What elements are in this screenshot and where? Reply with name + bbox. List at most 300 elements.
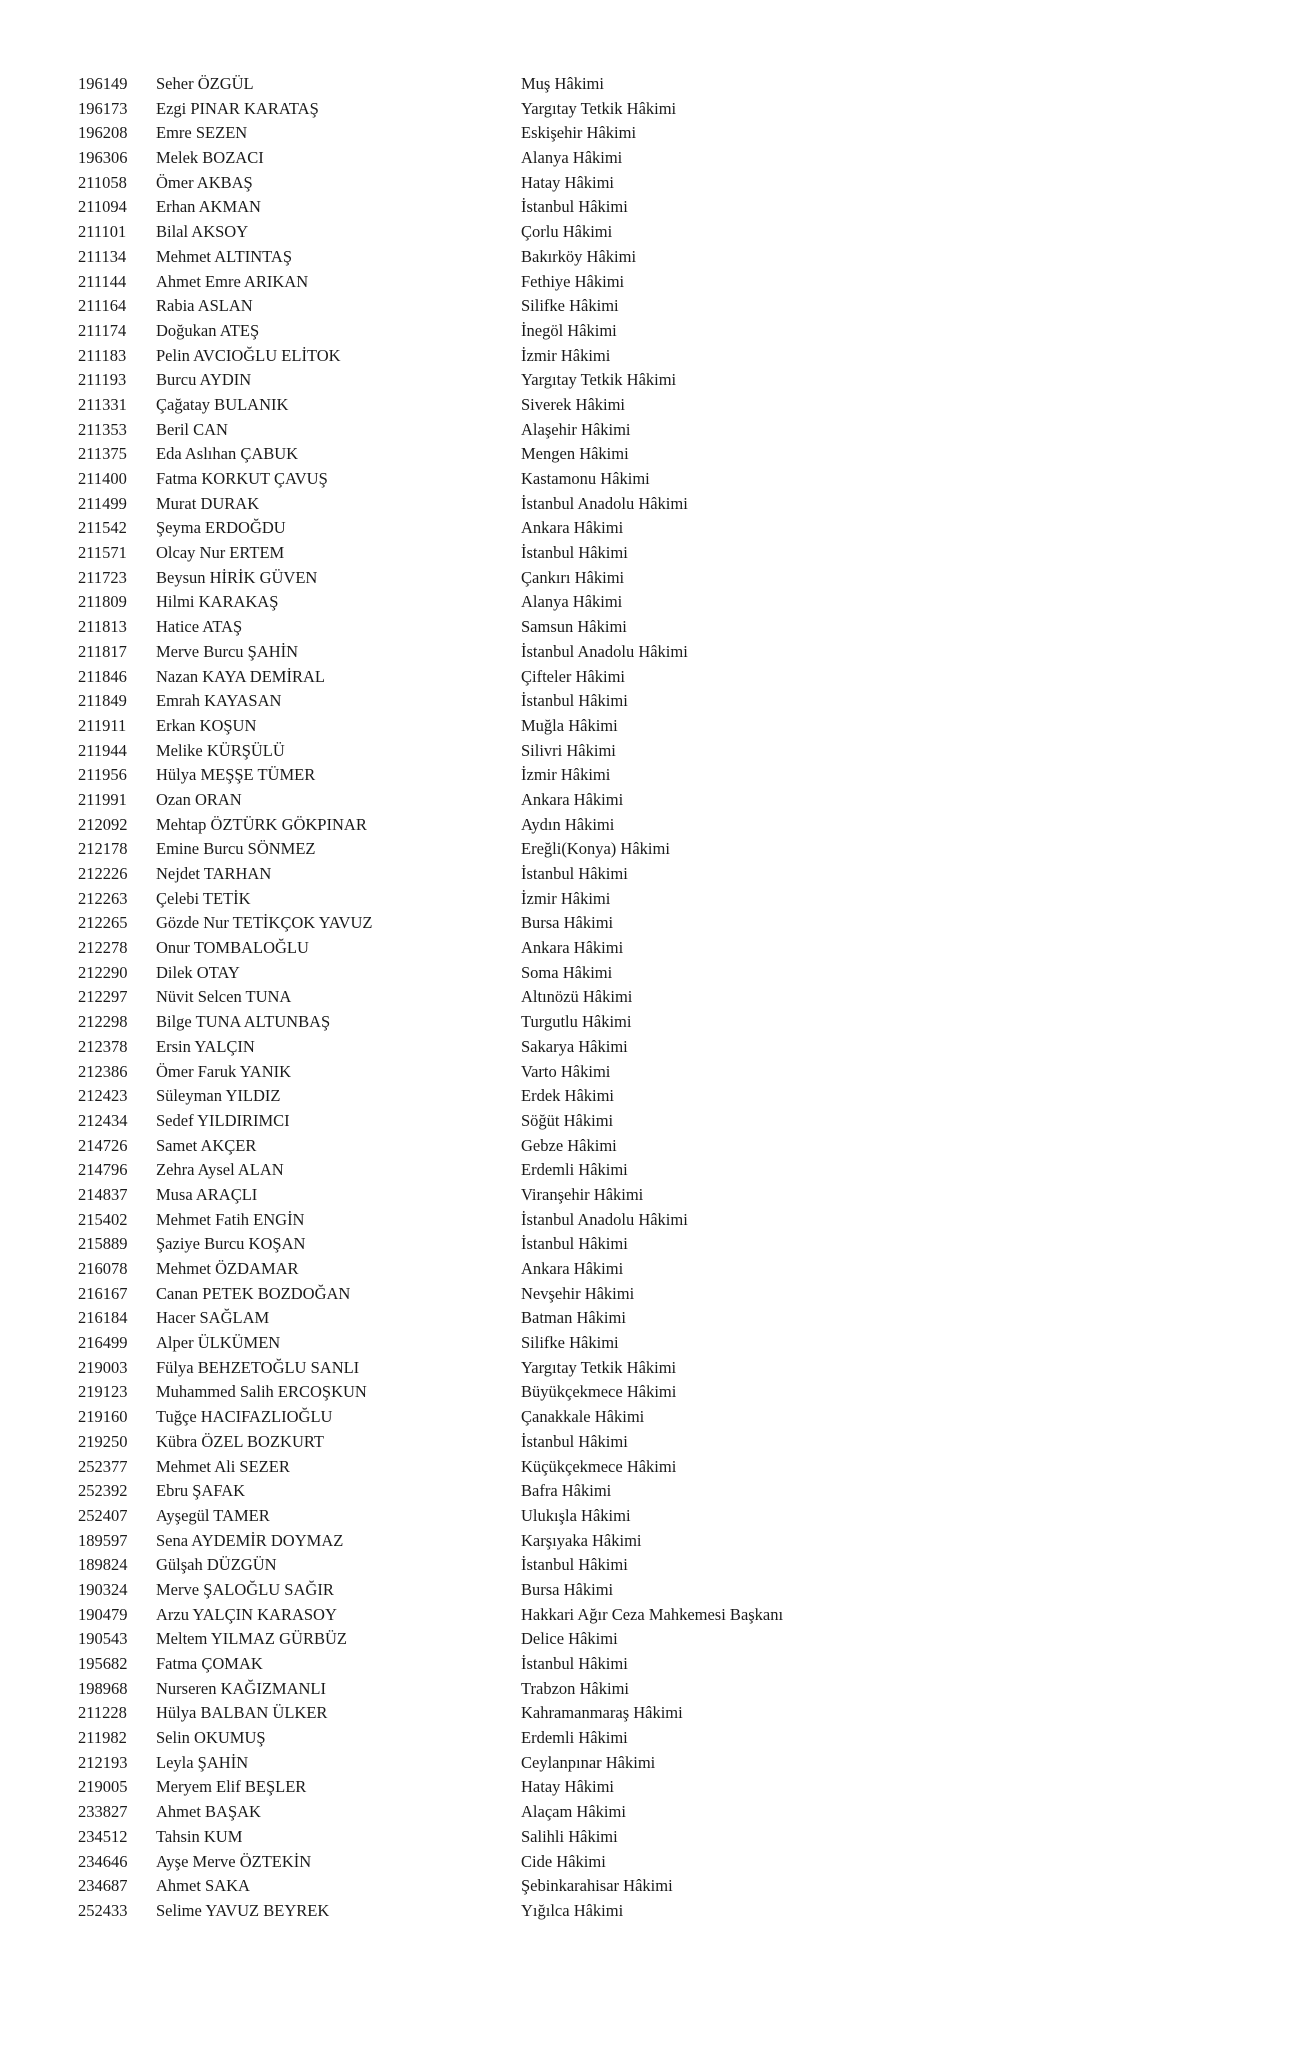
- person-name: Emrah KAYASAN: [156, 691, 282, 711]
- registry-number: 211375: [78, 444, 127, 464]
- list-item: [78, 541, 783, 566]
- person-name: Ömer Faruk YANIK: [156, 1061, 292, 1081]
- list-item: [78, 590, 783, 615]
- assignment-post: Küçükçekmece Hâkimi: [521, 1456, 677, 1476]
- assignment-post: Silifke Hâkimi: [521, 296, 619, 316]
- person-name: Meltem YILMAZ GÜRBÜZ: [156, 1629, 347, 1649]
- list-item: [78, 1504, 783, 1529]
- person-name: Fatma ÇOMAK: [156, 1654, 263, 1673]
- registry-number: 211956: [78, 765, 127, 785]
- list-item: [78, 195, 783, 220]
- list-item: [78, 1627, 783, 1652]
- registry-number: 211817: [78, 641, 127, 661]
- list-item: [78, 146, 783, 171]
- person-name: Sena AYDEMİR DOYMAZ: [156, 1530, 344, 1550]
- assignment-post: Hakkari Ağır Ceza Mahkemesi Başkanı: [521, 1604, 784, 1624]
- list-item: [78, 368, 783, 393]
- person-name: Mehmet ALTINTAŞ: [156, 246, 293, 266]
- person-name: Muhammed Salih ERCOŞKUN: [156, 1382, 367, 1402]
- registry-number: 211723: [78, 567, 127, 587]
- person-name: Fatma KORKUT ÇAVUŞ: [156, 469, 328, 488]
- assignment-post: Varto Hâkimi: [521, 1061, 611, 1081]
- assignment-post: Batman Hâkimi: [521, 1308, 626, 1328]
- person-name: Tahsin KUM: [156, 1826, 243, 1846]
- list-item: [78, 837, 783, 862]
- list-item: [78, 1874, 783, 1899]
- registry-number: 212278: [78, 938, 128, 958]
- list-item: [78, 1109, 783, 1134]
- assignment-post: Bakırköy Hâkimi: [521, 246, 637, 266]
- person-name: Nazan KAYA DEMİRAL: [156, 666, 325, 686]
- person-name: Ersin YALÇIN: [156, 1036, 255, 1056]
- registry-number: 212226: [78, 864, 128, 883]
- person-name: Nurseren KAĞIZMANLI: [156, 1678, 326, 1698]
- person-name: Ayşe Merve ÖZTEKİN: [156, 1851, 312, 1871]
- registry-number: 252377: [78, 1456, 128, 1476]
- person-name: Canan PETEK BOZDOĞAN: [156, 1283, 351, 1303]
- assignment-post: İstanbul Hâkimi: [521, 864, 628, 883]
- registry-number: 211499: [78, 493, 127, 513]
- person-name: Hilmi KARAKAŞ: [156, 592, 279, 612]
- list-item: [78, 714, 783, 739]
- person-name: Arzu YALÇIN KARASOY: [156, 1604, 337, 1624]
- list-item: [78, 467, 783, 492]
- person-name: Seher ÖZGÜL: [156, 74, 254, 93]
- assignment-post: Cide Hâkimi: [521, 1851, 606, 1871]
- registry-number: 189597: [78, 1530, 128, 1550]
- registry-number: 211542: [78, 518, 127, 538]
- registry-number: 219160: [78, 1407, 128, 1427]
- assignment-post: Turgutlu Hâkimi: [521, 1012, 632, 1032]
- person-name: Bilal AKSOY: [156, 222, 249, 242]
- assignment-post: Salihli Hâkimi: [521, 1826, 618, 1846]
- person-name: Emre SEZEN: [156, 123, 248, 143]
- registry-number: 212434: [78, 1110, 128, 1130]
- appointment-list: [78, 72, 783, 1924]
- list-item: [78, 245, 783, 270]
- registry-number: 190324: [78, 1579, 128, 1599]
- list-item: [78, 936, 783, 961]
- registry-number: 252433: [78, 1900, 128, 1920]
- person-name: Musa ARAÇLI: [156, 1184, 258, 1204]
- person-name: Onur TOMBALOĞLU: [156, 938, 309, 958]
- registry-number: 190479: [78, 1604, 128, 1624]
- assignment-post: Yargıtay Tetkik Hâkimi: [521, 98, 677, 118]
- assignment-post: Alanya Hâkimi: [521, 148, 623, 168]
- assignment-post: İstanbul Anadolu Hâkimi: [521, 493, 688, 513]
- assignment-post: Çankırı Hâkimi: [521, 567, 625, 587]
- assignment-post: Yargıtay Tetkik Hâkimi: [521, 370, 677, 390]
- person-name: Ahmet Emre ARIKAN: [156, 271, 309, 291]
- list-item: [78, 1282, 783, 1307]
- list-item: [78, 1455, 783, 1480]
- person-name: Fülya BEHZETOĞLU SANLI: [156, 1357, 360, 1377]
- list-item: [78, 615, 783, 640]
- person-name: Alper ÜLKÜMEN: [156, 1333, 281, 1353]
- list-item: [78, 97, 783, 122]
- list-item: [78, 319, 783, 344]
- person-name: Samet AKÇER: [156, 1135, 257, 1155]
- assignment-post: Mengen Hâkimi: [521, 444, 629, 464]
- assignment-post: Aydın Hâkimi: [521, 814, 615, 834]
- assignment-post: İstanbul Hâkimi: [521, 1555, 628, 1575]
- list-item: [78, 1677, 783, 1702]
- person-name: Ebru ŞAFAK: [156, 1481, 246, 1501]
- person-name: Merve Burcu ŞAHİN: [156, 641, 299, 661]
- person-name: Hülya BALBAN ÜLKER: [156, 1703, 328, 1723]
- list-item: [78, 1331, 783, 1356]
- assignment-post: Ceylanpınar Hâkimi: [521, 1752, 656, 1772]
- registry-number: 212423: [78, 1086, 128, 1106]
- person-name: Ahmet BAŞAK: [156, 1802, 261, 1822]
- list-item: [78, 72, 783, 97]
- registry-number: 219003: [78, 1357, 128, 1377]
- registry-number: 216499: [78, 1333, 128, 1353]
- list-item: [78, 516, 783, 541]
- assignment-post: İstanbul Hâkimi: [521, 691, 628, 711]
- assignment-post: Çifteler Hâkimi: [521, 666, 626, 686]
- registry-number: 214726: [78, 1135, 128, 1155]
- person-name: Murat DURAK: [156, 493, 260, 513]
- assignment-post: Trabzon Hâkimi: [521, 1678, 630, 1698]
- person-name: Burcu AYDIN: [156, 370, 252, 390]
- registry-number: 211571: [78, 543, 127, 563]
- registry-number: 211134: [78, 246, 127, 266]
- assignment-post: Sakarya Hâkimi: [521, 1036, 628, 1056]
- list-item: [78, 1751, 783, 1776]
- assignment-post: Yargıtay Tetkik Hâkimi: [521, 1357, 677, 1377]
- registry-number: 211991: [78, 789, 127, 809]
- registry-number: 216167: [78, 1283, 128, 1303]
- registry-number: 212298: [78, 1012, 128, 1032]
- list-item: [78, 911, 783, 936]
- assignment-post: İstanbul Hâkimi: [521, 543, 628, 563]
- registry-number: 212290: [78, 962, 128, 982]
- list-item: [78, 1060, 783, 1085]
- registry-number: 211183: [78, 345, 127, 365]
- assignment-post: İstanbul Anadolu Hâkimi: [521, 1209, 688, 1229]
- person-name: Pelin AVCIOĞLU ELİTOK: [156, 345, 341, 365]
- assignment-post: Karşıyaka Hâkimi: [521, 1530, 642, 1550]
- person-name: Dilek OTAY: [156, 962, 240, 982]
- assignment-post: Çanakkale Hâkimi: [521, 1407, 645, 1427]
- list-item: [78, 1603, 783, 1628]
- list-item: [78, 1356, 783, 1381]
- person-name: Zehra Aysel ALAN: [156, 1160, 284, 1180]
- person-name: Leyla ŞAHİN: [156, 1752, 249, 1772]
- person-name: Doğukan ATEŞ: [156, 320, 260, 340]
- assignment-post: Muş Hâkimi: [521, 74, 604, 93]
- list-item: [78, 1257, 783, 1282]
- person-name: Rabia ASLAN: [156, 296, 253, 316]
- assignment-post: Alaşehir Hâkimi: [521, 419, 631, 439]
- registry-number: 219005: [78, 1777, 128, 1797]
- list-item: [78, 1775, 783, 1800]
- registry-number: 211164: [78, 296, 127, 316]
- assignment-post: Alaçam Hâkimi: [521, 1802, 626, 1822]
- list-item: [78, 1553, 783, 1578]
- registry-number: 189824: [78, 1555, 128, 1575]
- assignment-post: Söğüt Hâkimi: [521, 1110, 614, 1130]
- registry-number: 212193: [78, 1752, 128, 1772]
- list-item: [78, 1010, 783, 1035]
- assignment-post: Soma Hâkimi: [521, 962, 613, 982]
- assignment-post: İstanbul Anadolu Hâkimi: [521, 641, 688, 661]
- assignment-post: Kastamonu Hâkimi: [521, 469, 650, 488]
- registry-number: 198968: [78, 1678, 128, 1698]
- list-item: [78, 640, 783, 665]
- list-item: [78, 739, 783, 764]
- person-name: Ömer AKBAŞ: [156, 172, 253, 192]
- registry-number: 252407: [78, 1505, 128, 1525]
- assignment-post: Alanya Hâkimi: [521, 592, 623, 612]
- registry-number: 211846: [78, 666, 127, 686]
- assignment-post: İstanbul Hâkimi: [521, 197, 628, 217]
- person-name: Ayşegül TAMER: [156, 1505, 270, 1525]
- person-name: Melike KÜRŞÜLÜ: [156, 740, 285, 760]
- person-name: Erkan KOŞUN: [156, 715, 257, 735]
- person-name: Hacer SAĞLAM: [156, 1308, 270, 1328]
- registry-number: 215889: [78, 1234, 128, 1254]
- list-item: [78, 1084, 783, 1109]
- registry-number: 211944: [78, 740, 127, 760]
- assignment-post: Ankara Hâkimi: [521, 1259, 624, 1278]
- registry-number: 211094: [78, 197, 127, 217]
- assignment-post: Gebze Hâkimi: [521, 1135, 617, 1155]
- registry-number: 190543: [78, 1629, 128, 1649]
- list-item: [78, 1652, 783, 1677]
- assignment-post: Ankara Hâkimi: [521, 789, 624, 809]
- registry-number: 212092: [78, 814, 128, 834]
- registry-number: 214796: [78, 1160, 128, 1180]
- assignment-post: Kahramanmaraş Hâkimi: [521, 1703, 683, 1723]
- list-item: [78, 1430, 783, 1455]
- registry-number: 196149: [78, 74, 128, 93]
- registry-number: 211353: [78, 419, 127, 439]
- list-item: [78, 1035, 783, 1060]
- assignment-post: Altınözü Hâkimi: [521, 987, 633, 1007]
- registry-number: 212297: [78, 987, 128, 1007]
- assignment-post: Erdemli Hâkimi: [521, 1160, 628, 1180]
- registry-number: 196306: [78, 148, 128, 168]
- registry-number: 219250: [78, 1431, 128, 1451]
- assignment-post: Siverek Hâkimi: [521, 394, 626, 414]
- assignment-post: Eskişehir Hâkimi: [521, 123, 637, 143]
- list-item: [78, 1405, 783, 1430]
- assignment-post: Delice Hâkimi: [521, 1629, 618, 1649]
- assignment-post: Yığılca Hâkimi: [521, 1900, 624, 1920]
- assignment-post: Silivri Hâkimi: [521, 740, 616, 760]
- assignment-post: Samsun Hâkimi: [521, 617, 627, 637]
- registry-number: 211193: [78, 370, 127, 390]
- registry-number: 219123: [78, 1382, 128, 1402]
- person-name: Mehtap ÖZTÜRK GÖKPINAR: [156, 814, 367, 834]
- registry-number: 233827: [78, 1802, 128, 1822]
- registry-number: 211228: [78, 1703, 127, 1723]
- assignment-post: Çorlu Hâkimi: [521, 222, 613, 242]
- registry-number: 234646: [78, 1851, 128, 1871]
- list-item: [78, 171, 783, 196]
- person-name: Sedef YILDIRIMCI: [156, 1110, 290, 1130]
- person-name: Süleyman YILDIZ: [156, 1086, 281, 1106]
- person-name: Ezgi PINAR KARATAŞ: [156, 98, 319, 118]
- list-item: [78, 1208, 783, 1233]
- person-name: Eda Aslıhan ÇABUK: [156, 444, 299, 464]
- registry-number: 212265: [78, 913, 128, 933]
- assignment-post: Viranşehir Hâkimi: [521, 1184, 644, 1204]
- list-item: [78, 121, 783, 146]
- list-item: [78, 1529, 783, 1554]
- assignment-post: Fethiye Hâkimi: [521, 271, 625, 291]
- list-item: [78, 1701, 783, 1726]
- registry-number: 196173: [78, 98, 128, 118]
- registry-number: 216184: [78, 1308, 128, 1328]
- registry-number: 211400: [78, 469, 127, 488]
- registry-number: 211144: [78, 271, 127, 291]
- person-name: Selin OKUMUŞ: [156, 1728, 266, 1748]
- person-name: Bilge TUNA ALTUNBAŞ: [156, 1012, 331, 1032]
- person-name: Hülya MEŞŞE TÜMER: [156, 765, 316, 785]
- list-item: [78, 813, 783, 838]
- list-item: [78, 665, 783, 690]
- person-name: Beysun HİRİK GÜVEN: [156, 567, 318, 587]
- list-item: [78, 1183, 783, 1208]
- assignment-post: Bursa Hâkimi: [521, 1579, 614, 1599]
- assignment-post: İzmir Hâkimi: [521, 765, 611, 785]
- list-item: [78, 1479, 783, 1504]
- registry-number: 215402: [78, 1209, 128, 1229]
- registry-number: 211101: [78, 222, 127, 242]
- assignment-post: Büyükçekmece Hâkimi: [521, 1382, 677, 1402]
- person-name: Gülşah DÜZGÜN: [156, 1555, 277, 1575]
- person-name: Nüvit Selcen TUNA: [156, 987, 292, 1007]
- person-name: Çelebi TETİK: [156, 888, 251, 908]
- list-item: [78, 985, 783, 1010]
- list-item: [78, 344, 783, 369]
- registry-number: 252392: [78, 1481, 128, 1501]
- assignment-post: Erdek Hâkimi: [521, 1086, 615, 1106]
- person-name: Ozan ORAN: [156, 789, 242, 809]
- list-item: [78, 1134, 783, 1159]
- person-name: Ahmet SAKA: [156, 1876, 250, 1896]
- list-item: [78, 961, 783, 986]
- person-name: Mehmet Ali SEZER: [156, 1456, 290, 1476]
- person-name: Melek BOZACI: [156, 148, 264, 168]
- assignment-post: İstanbul Hâkimi: [521, 1234, 628, 1254]
- assignment-post: İzmir Hâkimi: [521, 345, 611, 365]
- assignment-post: Bursa Hâkimi: [521, 913, 614, 933]
- person-name: Şeyma ERDOĞDU: [156, 518, 286, 538]
- registry-number: 211813: [78, 617, 127, 637]
- list-item: [78, 689, 783, 714]
- assignment-post: İzmir Hâkimi: [521, 888, 611, 908]
- person-name: Selime YAVUZ BEYREK: [156, 1900, 330, 1920]
- assignment-post: Silifke Hâkimi: [521, 1333, 619, 1353]
- registry-number: 216078: [78, 1259, 128, 1278]
- person-name: Meryem Elif BEŞLER: [156, 1777, 307, 1797]
- registry-number: 211058: [78, 172, 127, 192]
- registry-number: 214837: [78, 1184, 128, 1204]
- assignment-post: Şebinkarahisar Hâkimi: [521, 1876, 673, 1896]
- person-name: Olcay Nur ERTEM: [156, 543, 285, 563]
- assignment-post: İnegöl Hâkimi: [521, 320, 617, 340]
- registry-number: 212263: [78, 888, 128, 908]
- person-name: Beril CAN: [156, 419, 228, 439]
- registry-number: 211174: [78, 320, 127, 340]
- registry-number: 211849: [78, 691, 127, 711]
- list-item: [78, 1306, 783, 1331]
- list-item: [78, 1158, 783, 1183]
- list-item: [78, 1825, 783, 1850]
- registry-number: 211982: [78, 1728, 127, 1748]
- list-item: [78, 1800, 783, 1825]
- assignment-post: Ankara Hâkimi: [521, 938, 624, 958]
- person-name: Şaziye Burcu KOŞAN: [156, 1234, 306, 1254]
- person-name: Mehmet Fatih ENGİN: [156, 1209, 305, 1229]
- person-name: Erhan AKMAN: [156, 197, 261, 217]
- person-name: Hatice ATAŞ: [156, 617, 243, 637]
- person-name: Kübra ÖZEL BOZKURT: [156, 1431, 324, 1451]
- list-item: [78, 1232, 783, 1257]
- person-name: Gözde Nur TETİKÇOK YAVUZ: [156, 913, 373, 933]
- assignment-post: Muğla Hâkimi: [521, 715, 618, 735]
- list-item: [78, 294, 783, 319]
- person-name: Çağatay BULANIK: [156, 394, 289, 414]
- registry-number: 212178: [78, 839, 128, 859]
- assignment-post: Bafra Hâkimi: [521, 1481, 612, 1501]
- assignment-post: Nevşehir Hâkimi: [521, 1283, 635, 1303]
- person-name: Emine Burcu SÖNMEZ: [156, 839, 316, 859]
- list-item: [78, 442, 783, 467]
- assignment-post: İstanbul Hâkimi: [521, 1431, 628, 1451]
- registry-number: 212378: [78, 1036, 128, 1056]
- assignment-post: İstanbul Hâkimi: [521, 1654, 628, 1673]
- list-item: [78, 418, 783, 443]
- assignment-post: Hatay Hâkimi: [521, 1777, 615, 1797]
- registry-number: 234687: [78, 1876, 128, 1896]
- list-item: [78, 220, 783, 245]
- list-item: [78, 1899, 783, 1924]
- list-item: [78, 393, 783, 418]
- assignment-post: Ulukışla Hâkimi: [521, 1505, 631, 1525]
- list-item: [78, 270, 783, 295]
- assignment-post: Ereğli(Konya) Hâkimi: [521, 839, 670, 859]
- list-item: [78, 763, 783, 788]
- person-name: Tuğçe HACIFAZLIOĞLU: [156, 1407, 333, 1427]
- list-item: [78, 862, 783, 887]
- registry-number: 234512: [78, 1826, 128, 1846]
- assignment-post: Ankara Hâkimi: [521, 518, 624, 538]
- list-item: [78, 1850, 783, 1875]
- list-item: [78, 1578, 783, 1603]
- registry-number: 211809: [78, 592, 127, 612]
- assignment-post: Hatay Hâkimi: [521, 172, 615, 192]
- list-item: [78, 492, 783, 517]
- list-item: [78, 566, 783, 591]
- list-item: [78, 1380, 783, 1405]
- list-item: [78, 887, 783, 912]
- assignment-post: Erdemli Hâkimi: [521, 1728, 628, 1748]
- list-item: [78, 788, 783, 813]
- person-name: Nejdet TARHAN: [156, 864, 272, 883]
- registry-number: 196208: [78, 123, 128, 143]
- registry-number: 211331: [78, 394, 127, 414]
- registry-number: 211911: [78, 715, 127, 735]
- list-item: [78, 1726, 783, 1751]
- registry-number: 195682: [78, 1654, 128, 1673]
- person-name: Mehmet ÖZDAMAR: [156, 1259, 299, 1278]
- person-name: Merve ŞALOĞLU SAĞIR: [156, 1579, 334, 1599]
